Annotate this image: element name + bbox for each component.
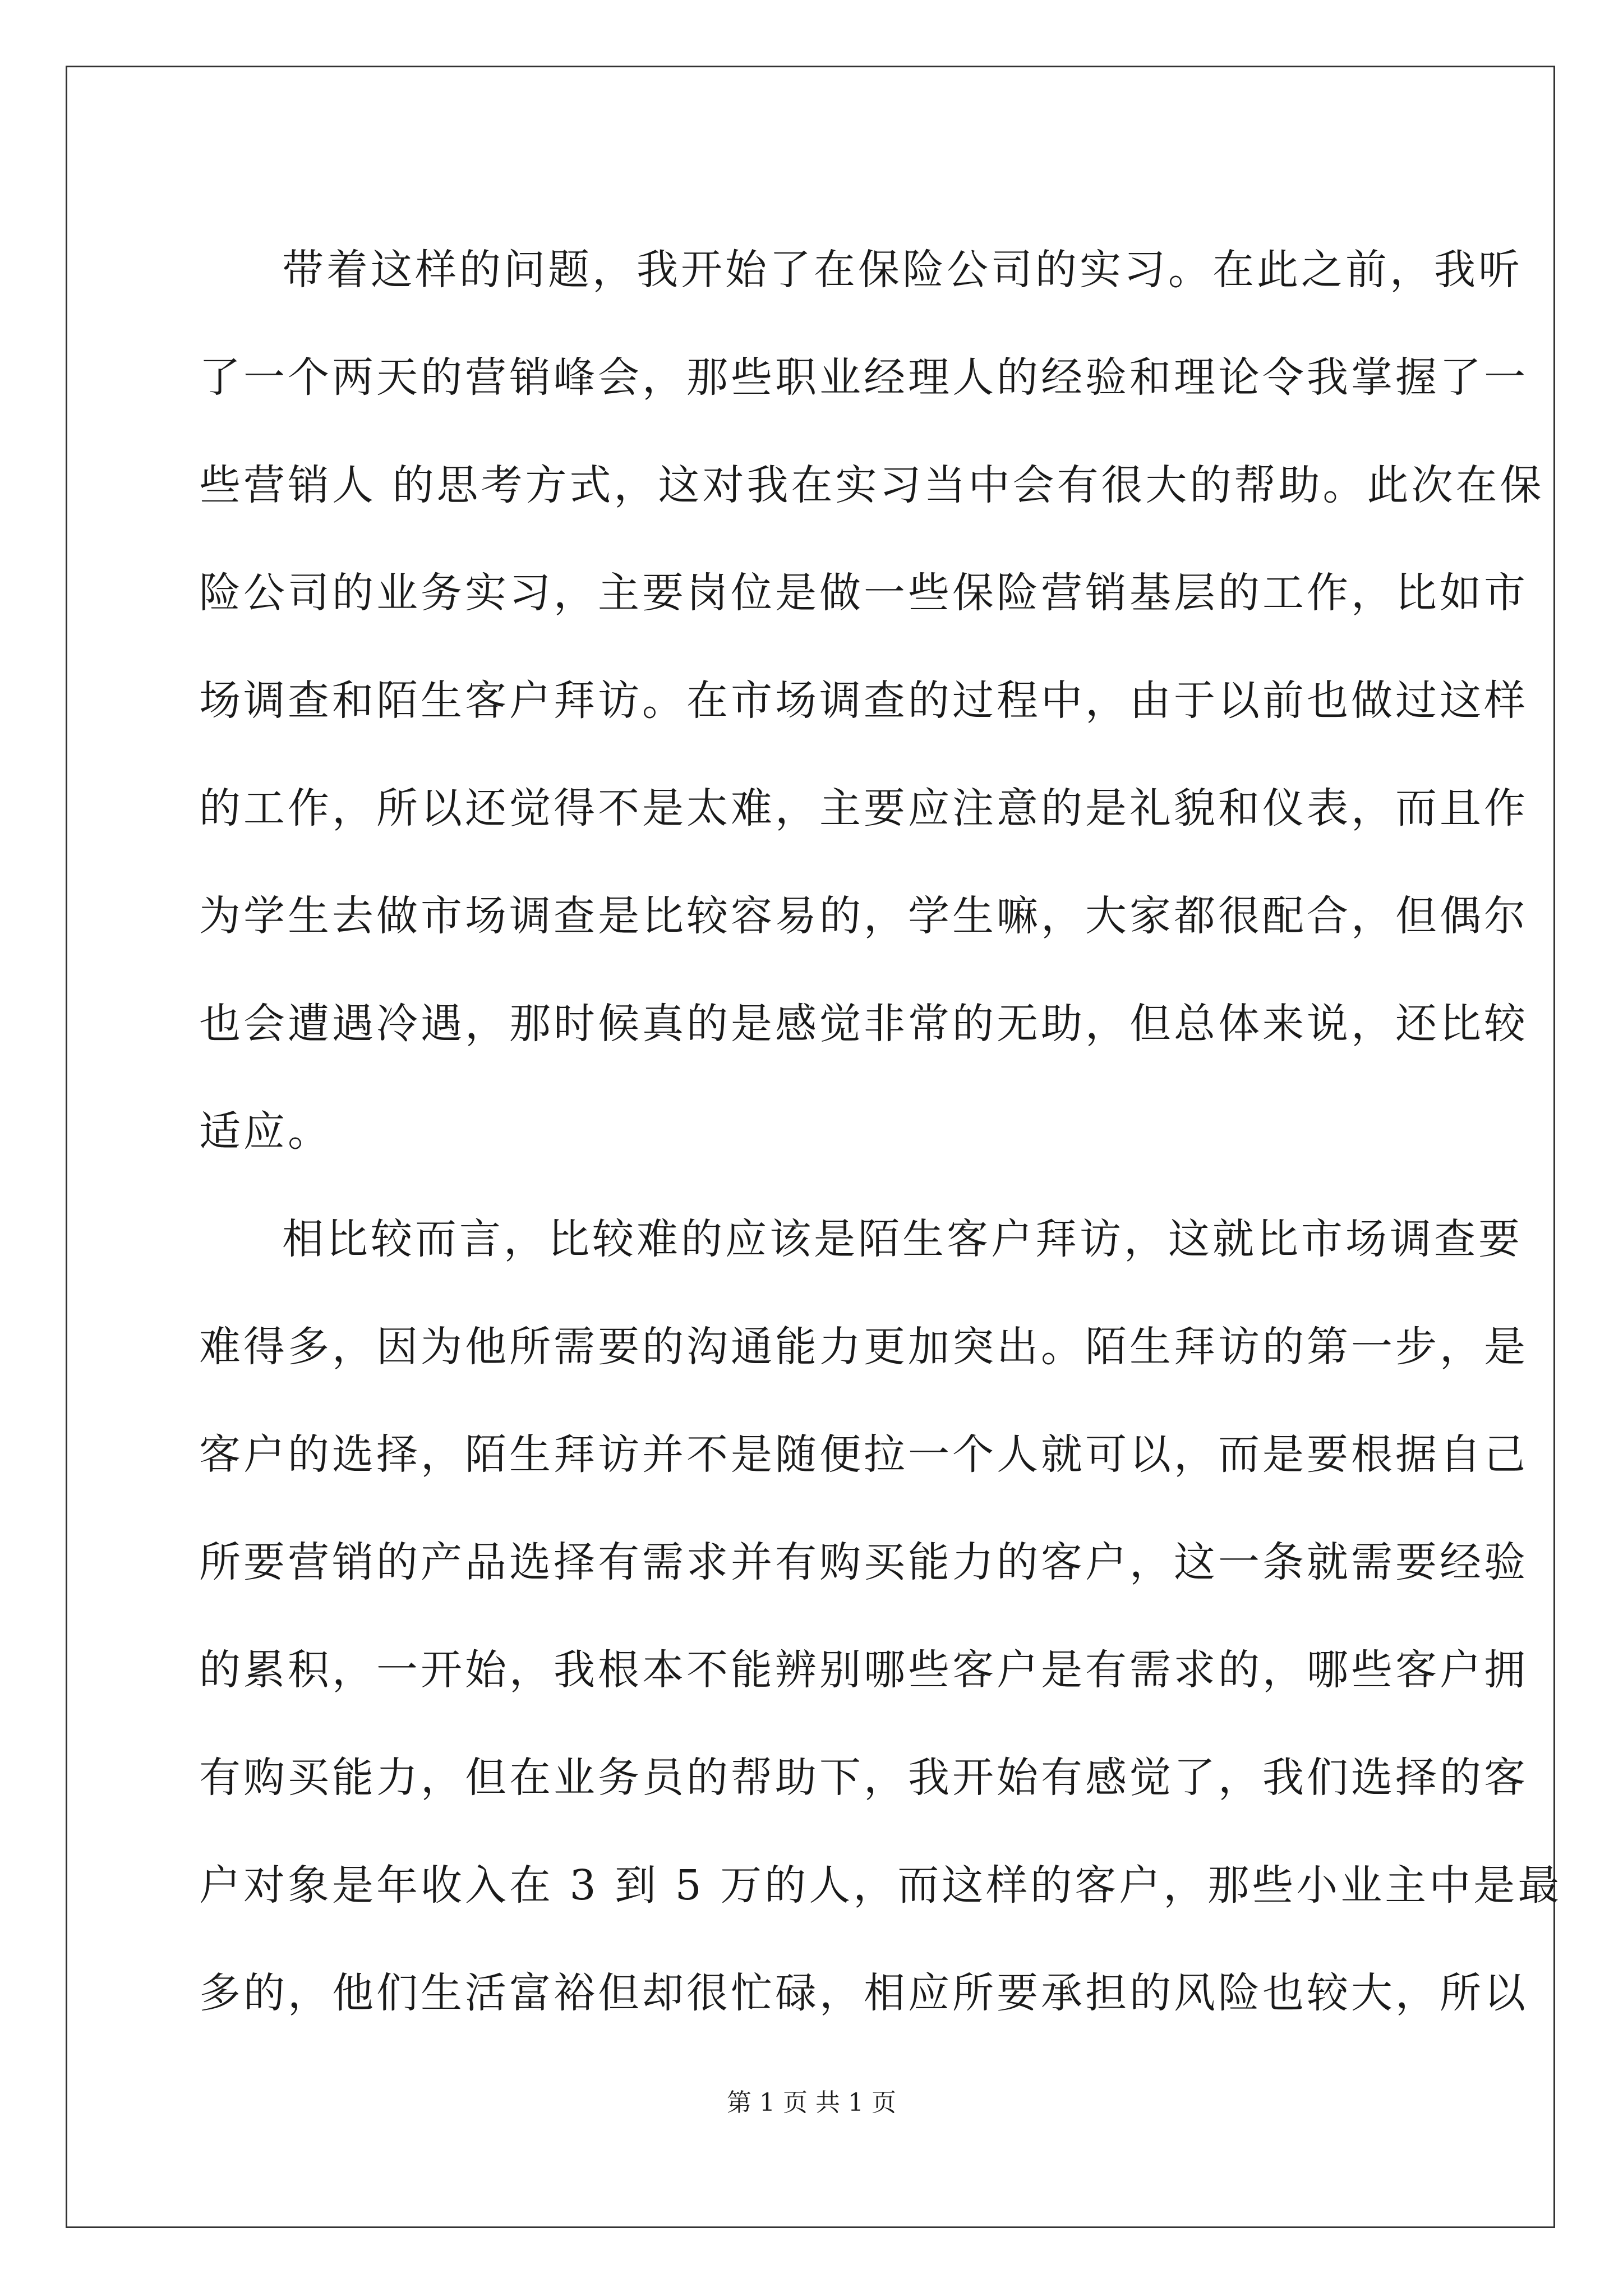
text-line: 险公司的业务实习，主要岗位是做一些保险营销基层的工作，比如市 [199, 569, 1528, 617]
text-line: 的累积，一开始，我根本不能辨别哪些客户是有需求的，哪些客户拥 [199, 1646, 1528, 1694]
text-line: 客户的选择，陌生拜访并不是随便拉一个人就可以，而是要根据自己 [199, 1430, 1528, 1479]
text-line: 户对象是年收入在 3 到 5 万的人，而这样的客户，那些小业主中是最 [199, 1861, 1562, 1910]
text-line: 适应。 [199, 1107, 332, 1156]
document-body [199, 216, 1562, 2047]
text-line: 有购买能力，但在业务员的帮助下，我开始有感觉了，我们选择的客 [199, 1754, 1528, 1802]
text-line: 多的，他们生活富裕但却很忙碌，相应所要承担的风险也较大，所以 [199, 1969, 1528, 2017]
paragraph-1 [199, 216, 1544, 1185]
text-line: 为学生去做市场调查是比较容易的，学生嘛，大家都很配合，但偶尔 [199, 892, 1528, 940]
text-line: 相比较而言，比较难的应该是陌生客户拜访，这就比市场调查要 [282, 1215, 1523, 1263]
page-footer: 第 1 页 共 1 页 [727, 2088, 896, 2117]
paragraph-2 [199, 1185, 1562, 2047]
text-line: 了一个两天的营销峰会，那些职业经理人的经验和理论令我掌握了一 [199, 353, 1528, 402]
text-line: 带着这样的问题，我开始了在保险公司的实习。在此之前，我听 [282, 246, 1523, 294]
text-line: 场调查和陌生客户拜访。在市场调查的过程中，由于以前也做过这样 [199, 677, 1528, 725]
text-line: 难得多，因为他所需要的沟通能力更加突出。陌生拜访的第一步，是 [199, 1323, 1528, 1371]
text-line: 的工作，所以还觉得不是太难，主要应注意的是礼貌和仪表，而且作 [199, 784, 1528, 832]
text-line: 所要营销的产品选择有需求并有购买能力的客户，这一条就需要经验 [199, 1538, 1528, 1586]
text-line: 也会遭遇冷遇，那时候真的是感觉非常的无助，但总体来说，还比较 [199, 1000, 1528, 1048]
text-line: 些营销人 的思考方式，这对我在实习当中会有很大的帮助。此次在保 [199, 461, 1544, 509]
